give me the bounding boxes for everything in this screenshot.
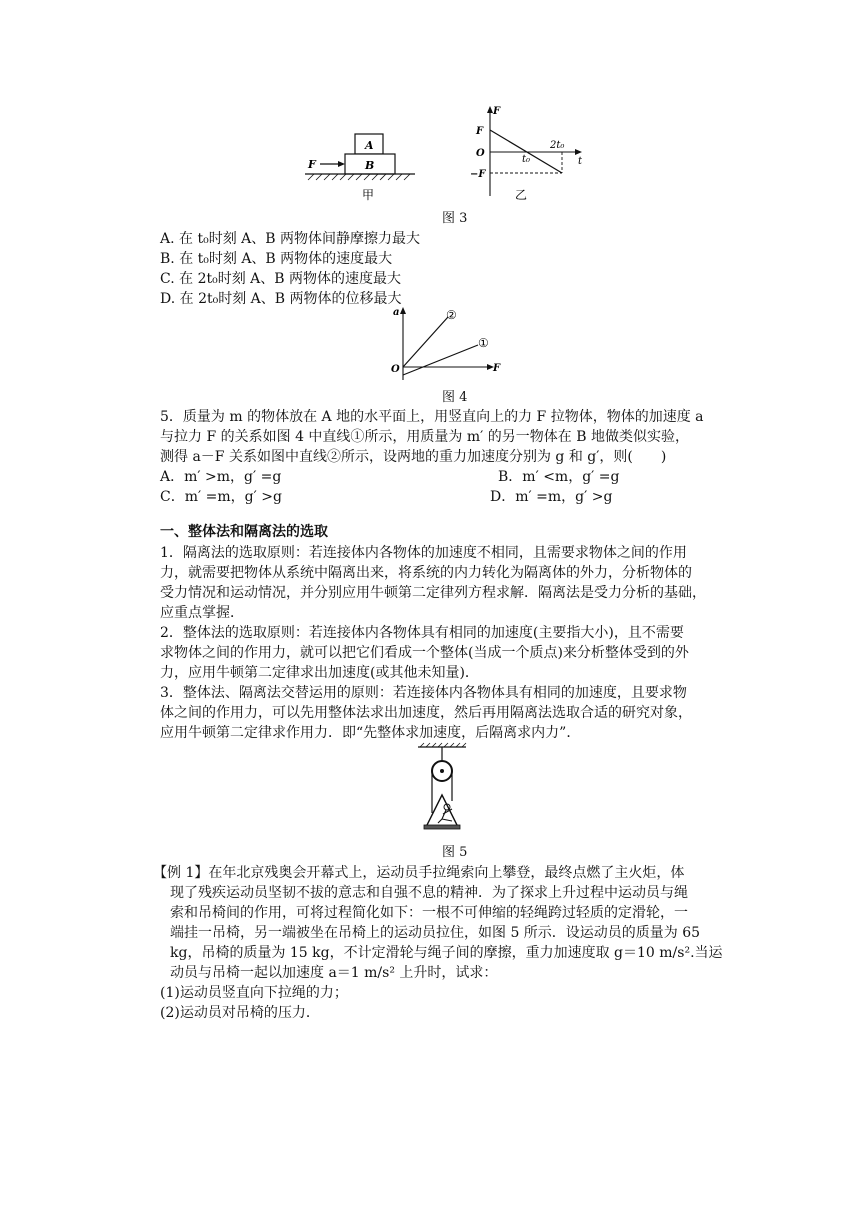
fig3-2t0: 2t₀ xyxy=(550,140,565,151)
example-question-2: (2)运动员对吊椅的压力． xyxy=(160,1005,320,1021)
fig3-blocks-diagram xyxy=(300,125,430,205)
q5-stem-line-1: 5．质量为 m 的物体放在 A 地的水平面上，用竖直向上的力 F 拉物体，物体的加速度 a xyxy=(160,409,704,425)
example-line-5: kg，吊椅的质量为 15 kg，不计定滑轮与绳子间的摩擦，重力加速度取 g＝10 m/s².当运 xyxy=(170,945,723,961)
example-line-1: 【例 1】在年北京残奥会开幕式上，运动员手拉绳索向上攀登，最终点燃了主火炬，体 xyxy=(153,865,685,881)
section-line-10: 应用牛顿第二定律求作用力．即“先整体求加速度，后隔离求内力”． xyxy=(160,725,581,741)
section-heading: 一、整体法和隔离法的选取 xyxy=(160,524,328,540)
fig4-label-2: ② xyxy=(446,308,457,322)
fig3-axis-f: F xyxy=(493,106,501,117)
section-line-6: 求物体之间的作用力，就可以把它们看成一个整体(当成一个质点)来分析整体受到的外 xyxy=(160,645,689,661)
example-line-3: 索和吊椅间的作用，可将过程简化如下：一根不可伸缩的轻绳跨过轻质的定滑轮，一 xyxy=(170,905,688,921)
section-line-9: 体之间的作用力，可以先用整体法求出加速度，然后再用隔离法选取合适的研究对象， xyxy=(160,705,692,721)
section-line-7: 力，应用牛顿第二定律求出加速度(或其他未知量)． xyxy=(160,665,479,681)
fig5-caption: 图 5 xyxy=(442,845,468,860)
q5-option-d: D．m′ =m，g′ >g xyxy=(490,489,613,505)
q4-option-d: D. 在 2t₀时刻 A、B 两物体的位移最大 xyxy=(160,291,402,307)
chair-seat xyxy=(424,825,460,829)
example-line-2: 现了残疾运动员坚韧不拔的意志和自强不息的精神．为了探求上升过程中运动员与绳 xyxy=(170,885,688,901)
fig3-axis-t: t xyxy=(578,156,583,167)
fig5-pulley-diagram xyxy=(412,743,472,843)
fig3-neg-f: −F xyxy=(470,169,486,180)
section-line-1: 1．隔离法的选取原则：若连接体内各物体的加速度不相同，且需要求物体之间的作用 xyxy=(160,545,687,561)
section-line-4: 应重点掌握． xyxy=(160,605,244,621)
section-line-3: 受力情况和运动情况，并分别应用牛顿第二定律列方程求解．隔离法是受力分析的基础， xyxy=(160,585,706,601)
fig4-label-1: ① xyxy=(478,336,489,350)
line-1 xyxy=(403,345,478,375)
fig4-origin: O xyxy=(391,364,400,375)
q4-option-c: C. 在 2t₀时刻 A、B 两物体的速度最大 xyxy=(160,271,402,287)
example-line-4: 端挂一吊椅，另一端被坐在吊椅上的运动员拉住，如图 5 所示．设运动员的质量为 65 xyxy=(170,925,701,941)
fig3-origin: O xyxy=(476,148,485,159)
fig3-label-b: B xyxy=(365,159,375,172)
fig3-t0: t₀ xyxy=(522,154,531,165)
example-question-1: (1)运动员竖直向下拉绳的力； xyxy=(160,985,348,1001)
q5-option-a: A．m′ >m，g′ =g xyxy=(160,469,282,485)
fig3-f-top: F xyxy=(476,126,484,137)
fig4-caption: 图 4 xyxy=(442,390,468,405)
q5-stem-line-2: 与拉力 F 的关系如图 4 中直线①所示，用质量为 m′ 的另一物体在 B 地做类似实验， xyxy=(160,429,689,445)
fig4-axis-a: a xyxy=(393,307,400,318)
q4-option-a: A. 在 t₀时刻 A、B 两物体间静摩擦力最大 xyxy=(160,231,420,247)
section-line-8: 3．整体法、隔离法交替运用的原则：若连接体内各物体具有相同的加速度，且要求物 xyxy=(160,685,687,701)
q5-option-b: B．m′ <m，g′ =g xyxy=(498,469,620,485)
fig4-acceleration-force-graph xyxy=(390,305,510,385)
fig3-panel-right: 乙 xyxy=(515,188,528,202)
section-line-5: 2．整体法的选取原则：若连接体内各物体具有相同的加速度(主要指大小)，且不需要 xyxy=(160,625,684,641)
fig3-label-a: A xyxy=(365,139,374,152)
fig3-label-force: F xyxy=(308,158,316,171)
q4-option-b: B. 在 t₀时刻 A、B 两物体的速度最大 xyxy=(160,251,393,267)
fig3-panel-left: 甲 xyxy=(362,188,375,202)
section-line-2: 力，就需要把物体从系统中隔离出来，将系统的内力转化为隔离体的外力，分析物体的 xyxy=(160,565,692,581)
example-line-6: 动员与吊椅一起以加速度 a＝1 m/s² 上升时，试求： xyxy=(170,965,498,981)
q5-stem-line-3: 测得 a－F 关系如图中直线②所示，设两地的重力加速度分别为 g 和 g′，则( ) xyxy=(160,449,667,465)
q5-option-c: C．m′ =m，g′ >g xyxy=(160,489,282,505)
chair-frame xyxy=(426,795,458,827)
fig3-caption: 图 3 xyxy=(442,211,468,226)
ground-hatching xyxy=(308,174,410,180)
fig3-force-time-graph xyxy=(470,104,590,204)
fig4-axis-f: F xyxy=(493,363,501,374)
